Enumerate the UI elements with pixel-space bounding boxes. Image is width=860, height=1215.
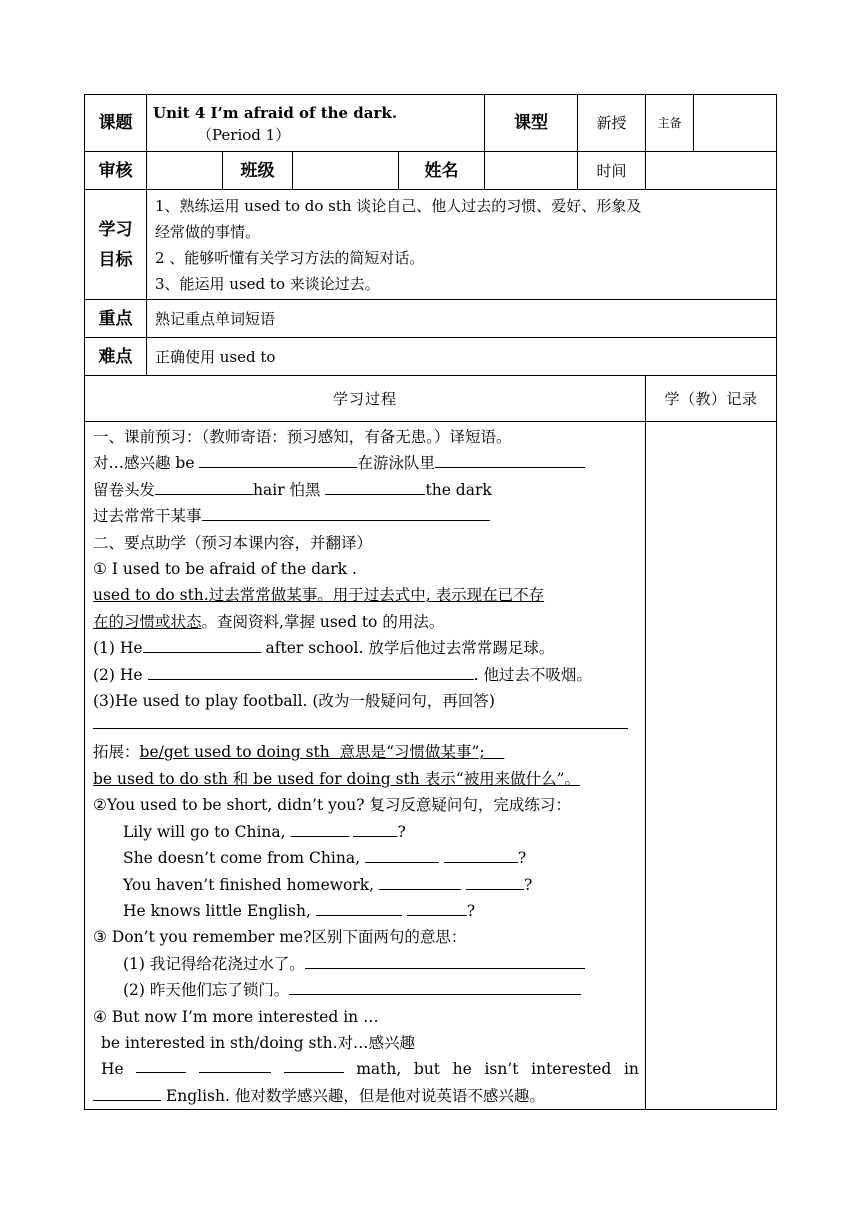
worksheet (84, 94, 776, 1110)
difficulties-row (85, 338, 777, 376)
tag-1-text: Lily will go to China, (123, 822, 286, 841)
tag-2-text: She doesn’t come from China, (123, 849, 361, 868)
objective-2: 2 、能够听懂有关学习方法的简短对话。 (155, 248, 425, 267)
point-1-note-c: 。查阅资料,掌握 used to 的用法。 (201, 612, 445, 631)
phrase-5-text: the dark (425, 480, 492, 499)
forget-text: (2) 昨天他们忘了锁门。 (123, 981, 290, 1000)
objective-1-cont: 经常做的事情。 (155, 222, 261, 241)
objective-3: 3、能运用 used to 来谈论过去。 (155, 274, 380, 293)
record-cell[interactable] (646, 422, 777, 1110)
exercise-3: (3)He used to play football. (改为一般疑问句，再回答) (93, 692, 495, 711)
worksheet-table (84, 94, 777, 1110)
blank-9[interactable] (353, 820, 397, 837)
blank-6[interactable] (143, 636, 261, 653)
header-row (85, 95, 777, 152)
extension-line-2: be used to do sth 和 be used for doing sth 表示“被用来做什么”。 (93, 769, 581, 788)
unit-period: （Period 1） (197, 126, 291, 144)
blank-12[interactable] (379, 873, 461, 890)
exercise-2-a: (2) He (93, 665, 143, 684)
difficulties-text: 正确使用 used to (147, 338, 777, 376)
name-label: 姓名 (399, 152, 485, 190)
blank-7[interactable] (148, 663, 474, 680)
time-value[interactable] (646, 152, 777, 190)
point-2: ②You used to be short, didn’t you? 复习反意疑问句，完成练习： (93, 796, 571, 815)
key-points-text: 熟记重点单词短语 (147, 300, 777, 338)
tag-4-text: He knows little English, (123, 901, 311, 920)
tag-question-2 (93, 845, 639, 871)
blank-5[interactable] (202, 504, 490, 521)
tag-question-1 (93, 819, 639, 845)
phrase-4-text: hair 怕黑 (253, 480, 321, 499)
interest-but: but (413, 1060, 441, 1079)
time-label: 时间 (578, 152, 646, 190)
tag-2-mark: ? (517, 849, 527, 868)
review-value[interactable] (147, 152, 223, 190)
class-value[interactable] (293, 152, 399, 190)
interest-sentence-cont (93, 1083, 639, 1109)
blank-19[interactable] (199, 1056, 271, 1073)
difficulties-label: 难点 (85, 338, 147, 376)
interest-math: math, (356, 1060, 402, 1079)
blank-20[interactable] (284, 1056, 344, 1073)
blank-21[interactable] (93, 1084, 161, 1101)
point-1: ① I used to be afraid of the dark . (93, 560, 357, 579)
section-2-heading: 二、要点助学（预习本课内容，并翻译） (93, 533, 373, 552)
point-3: ③ Don’t you remember me?区别下面两句的意思： (93, 928, 467, 947)
blank-16[interactable] (305, 952, 585, 969)
blank-2[interactable] (435, 451, 585, 468)
type-value: 新授 (578, 95, 646, 152)
phrase-6-text: 过去常常干某事 (93, 507, 202, 526)
interest-interested: interested (531, 1060, 612, 1079)
objectives-label (85, 190, 147, 300)
title-cell (147, 95, 485, 152)
prep-value[interactable] (694, 95, 777, 152)
point-1-note-b: 在的习惯或状态 (93, 612, 202, 631)
extension-text-1: be/get used to doing sth 意思是“习惯做某事”; (139, 743, 505, 762)
point-4-note: be interested in sth/doing sth.对…感兴趣 (101, 1033, 416, 1052)
exercise-2 (93, 662, 639, 688)
tag-4-mark: ? (466, 901, 476, 920)
record-header: 学（教）记录 (646, 376, 777, 422)
point-1-note: used to do sth.过去常常做某事。用于过去式中, 表示现在已不存 (93, 586, 545, 605)
unit-title: Unit 4 I’m afraid of the dark. (153, 104, 398, 122)
phrase-line-1 (93, 450, 639, 476)
info-row (85, 152, 777, 190)
objective-1: 1、熟练运用 used to do sth 谈论自己、他人过去的习惯、爱好、形象及 (155, 196, 642, 215)
exercise-1-b: after school. 放学后他过去常常踢足球。 (260, 639, 555, 658)
phrase-line-2 (93, 477, 639, 503)
interest-in: in (623, 1060, 639, 1079)
blank-11[interactable] (444, 846, 518, 863)
phrase-2-text: 在游泳队里 (357, 454, 435, 473)
remember-sentence (93, 951, 639, 977)
blank-8[interactable] (291, 820, 349, 837)
topic-label: 课题 (85, 95, 147, 152)
name-value[interactable] (485, 152, 578, 190)
interest-isnt: isn’t (484, 1060, 519, 1079)
extension-label: 拓展： (93, 743, 140, 762)
interest-sentence (93, 1056, 639, 1082)
objectives-row (85, 190, 777, 300)
blank-4[interactable] (325, 478, 425, 495)
remember-text: (1) 我记得给花浇过水了。 (123, 954, 305, 973)
exercise-1 (93, 635, 639, 661)
tag-1-mark: ? (397, 822, 406, 841)
answer-line[interactable] (93, 714, 628, 729)
blank-14[interactable] (316, 899, 402, 916)
interest-he-2: he (452, 1060, 472, 1079)
blank-18[interactable] (136, 1056, 186, 1073)
point-4: ④ But now I’m more interested in … (93, 1007, 379, 1026)
phrase-line-3 (93, 503, 639, 529)
key-points-row (85, 300, 777, 338)
extension-line-1 (93, 739, 639, 765)
objectives-text (147, 190, 777, 300)
blank-3[interactable] (155, 478, 253, 495)
tag-3-text: You haven’t finished homework, (123, 875, 375, 894)
objectives-label-1: 学习 (98, 219, 133, 240)
blank-1[interactable] (199, 451, 357, 468)
type-label: 课型 (485, 95, 578, 152)
interest-he: He (101, 1060, 124, 1079)
content-cell (85, 422, 646, 1110)
tag-question-3 (93, 872, 639, 898)
content-row (85, 422, 777, 1110)
exercise-2-b: . 他过去不吸烟。 (473, 665, 592, 684)
objectives-label-2: 目标 (98, 249, 133, 270)
point-1-note-cont (93, 609, 639, 635)
section-1-heading: 一、课前预习：（教师寄语：预习感知，有备无患。）译短语。 (93, 428, 512, 446)
review-label: 审核 (85, 152, 147, 190)
class-label: 班级 (223, 152, 293, 190)
exercise-1-a: (1) He (93, 639, 143, 658)
interest-english: English. 他对数学感兴趣，但是他对说英语不感兴趣。 (161, 1086, 545, 1105)
tag-question-4 (93, 898, 639, 924)
blank-13[interactable] (466, 873, 524, 890)
forget-sentence (93, 977, 639, 1003)
key-points-label: 重点 (85, 300, 147, 338)
process-header: 学习过程 (85, 376, 646, 422)
phrase-1-text: 对…感兴趣 be (93, 454, 195, 473)
blank-15[interactable] (407, 899, 467, 916)
process-header-row (85, 376, 777, 422)
blank-10[interactable] (365, 846, 439, 863)
prep-label: 主备 (646, 95, 694, 152)
tag-3-mark: ? (523, 875, 533, 894)
phrase-3-text: 留卷头发 (93, 480, 156, 499)
blank-17[interactable] (289, 978, 581, 995)
